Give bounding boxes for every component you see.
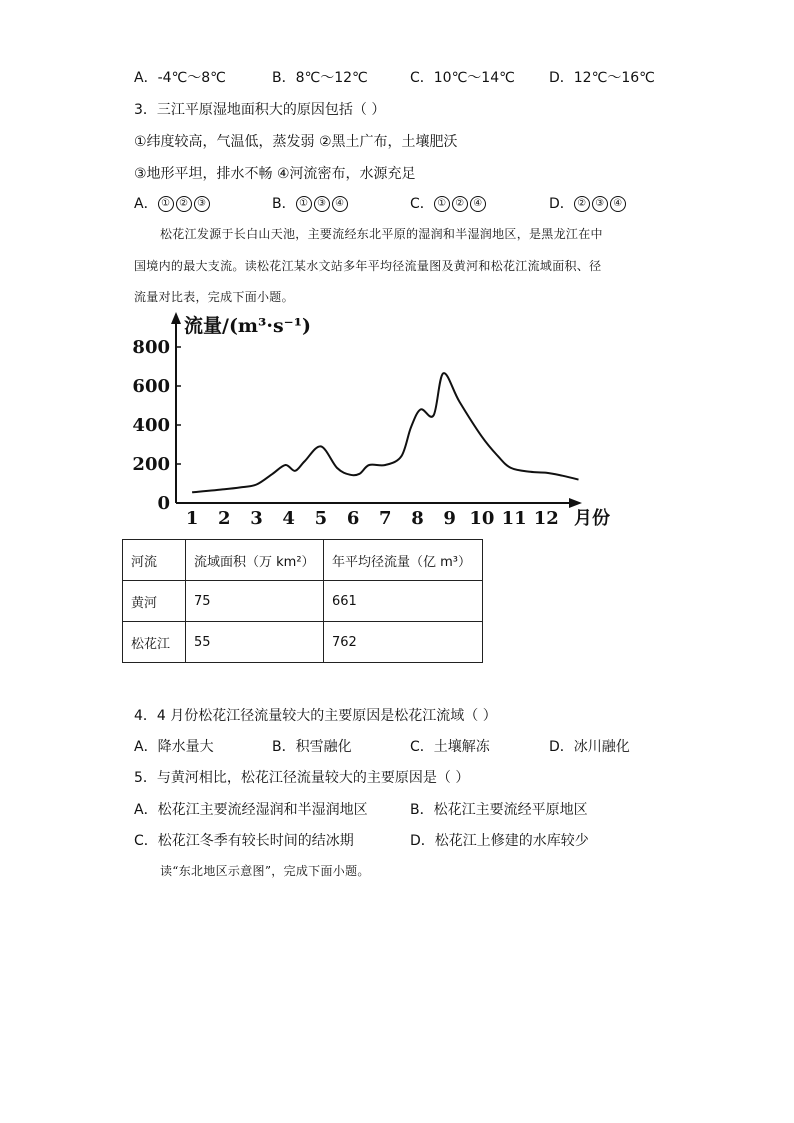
runoff-line-chart (132, 310, 630, 535)
q4-option-a[interactable]: A．降水量大 (134, 739, 214, 755)
q2-option-a[interactable]: A．-4℃～8℃ (134, 70, 226, 86)
option-letter: A． (134, 196, 158, 212)
x-axis-arrow (569, 498, 582, 508)
q5-stem: 5．与黄河相比，松花江径流量较大的主要原因是（ ） (134, 770, 470, 786)
y-tick-label: 0 (157, 493, 170, 514)
circled-numeral: ④ (470, 196, 486, 212)
q3-stem: 3．三江平原湿地面积大的原因包括（ ） (134, 102, 386, 118)
option-letter: C． (410, 196, 434, 212)
circled-numeral: ④ (332, 196, 348, 212)
final-prompt: 读“东北地区示意图”，完成下面小题。 (160, 864, 370, 878)
passage-line-3: 流量对比表，完成下面小题。 (134, 290, 294, 304)
x-tick-label: 4 (282, 508, 295, 529)
q5-option-d[interactable]: D．松花江上修建的水库较少 (410, 833, 589, 849)
x-tick-label: 5 (314, 508, 328, 529)
circled-numeral: ③ (314, 196, 330, 212)
x-tick-label: 12 (533, 508, 559, 529)
circled-numeral: ① (158, 196, 174, 212)
q3-option-d[interactable] (549, 193, 628, 213)
table-cell: 55 (186, 622, 324, 663)
q3-statements-line-1: ①纬度较高，气温低，蒸发弱 ②黑土广布，土壤肥沃 (134, 134, 458, 150)
circled-numeral: ③ (592, 196, 608, 212)
circled-numeral: ① (296, 196, 312, 212)
passage-line-2: 国境内的最大支流。读松花江某水文站多年平均径流量图及黄河和松花江流域面积、径 (134, 259, 602, 273)
circled-numeral: ② (574, 196, 590, 212)
q3-statements-line-2: ③地形平坦，排水不畅 ④河流密布，水源充足 (134, 166, 416, 182)
q4-option-c[interactable]: C．土壤解冻 (410, 739, 490, 755)
q4-option-b[interactable]: B．积雪融化 (272, 739, 352, 755)
x-tick-label: 6 (346, 508, 360, 529)
table-cell: 762 (324, 622, 483, 663)
river-comparison-table (122, 539, 483, 663)
table-cell: 75 (186, 581, 324, 622)
table-header-cell: 流域面积（万 km²） (186, 540, 324, 581)
q2-option-d[interactable]: D．12℃～16℃ (549, 70, 655, 86)
x-tick-label: 8 (411, 508, 424, 529)
q4-stem: 4．4 月份松花江径流量较大的主要原因是松花江流域（ ） (134, 708, 497, 724)
x-tick-label: 1 (185, 508, 199, 529)
table-header-row (123, 540, 483, 581)
x-tick-label: 9 (443, 508, 456, 529)
q3-option-c[interactable] (410, 193, 488, 213)
y-tick-label: 200 (132, 454, 170, 475)
table-cell: 松花江 (123, 622, 186, 663)
x-tick-label: 10 (469, 508, 495, 529)
y-axis-arrow (171, 312, 181, 324)
table-cell: 黄河 (123, 581, 186, 622)
y-tick-label: 800 (132, 337, 170, 358)
y-tick-label: 600 (132, 376, 170, 397)
table-header-cell: 年平均径流量（亿 m³） (324, 540, 483, 581)
runoff-series-line (192, 373, 578, 492)
q5-option-b[interactable]: B．松花江主要流经平原地区 (410, 802, 588, 818)
circled-numeral: ② (176, 196, 192, 212)
q2-option-c[interactable]: C．10℃～14℃ (410, 70, 515, 86)
option-letter: D． (549, 196, 574, 212)
x-tick-label: 2 (218, 508, 231, 529)
passage-line-1: 松花江发源于长白山天池，主要流经东北平原的湿润和半湿润地区，是黑龙江在中 (160, 227, 603, 241)
circled-numeral: ③ (194, 196, 210, 212)
table-row (123, 581, 483, 622)
q3-option-b[interactable] (272, 193, 350, 213)
y-axis-label: 流量/(m³·s⁻¹) (184, 315, 312, 337)
circled-numeral: ④ (610, 196, 626, 212)
q5-option-c[interactable]: C．松花江冬季有较长时间的结冰期 (134, 833, 354, 849)
x-axis-label: 月份 (574, 508, 610, 529)
table-cell: 661 (324, 581, 483, 622)
x-tick-label: 3 (250, 508, 263, 529)
circled-numeral: ② (452, 196, 468, 212)
x-tick-label: 7 (379, 508, 392, 529)
table-row (123, 622, 483, 663)
q4-option-d[interactable]: D．冰川融化 (549, 739, 630, 755)
option-letter: B． (272, 196, 296, 212)
q2-option-b[interactable]: B．8℃～12℃ (272, 70, 368, 86)
y-tick-label: 400 (132, 415, 170, 436)
q5-option-a[interactable]: A．松花江主要流经湿润和半湿润地区 (134, 802, 368, 818)
circled-numeral: ① (434, 196, 450, 212)
x-tick-label: 11 (501, 508, 527, 529)
table-header-cell: 河流 (123, 540, 186, 581)
q3-option-a[interactable] (134, 193, 212, 213)
